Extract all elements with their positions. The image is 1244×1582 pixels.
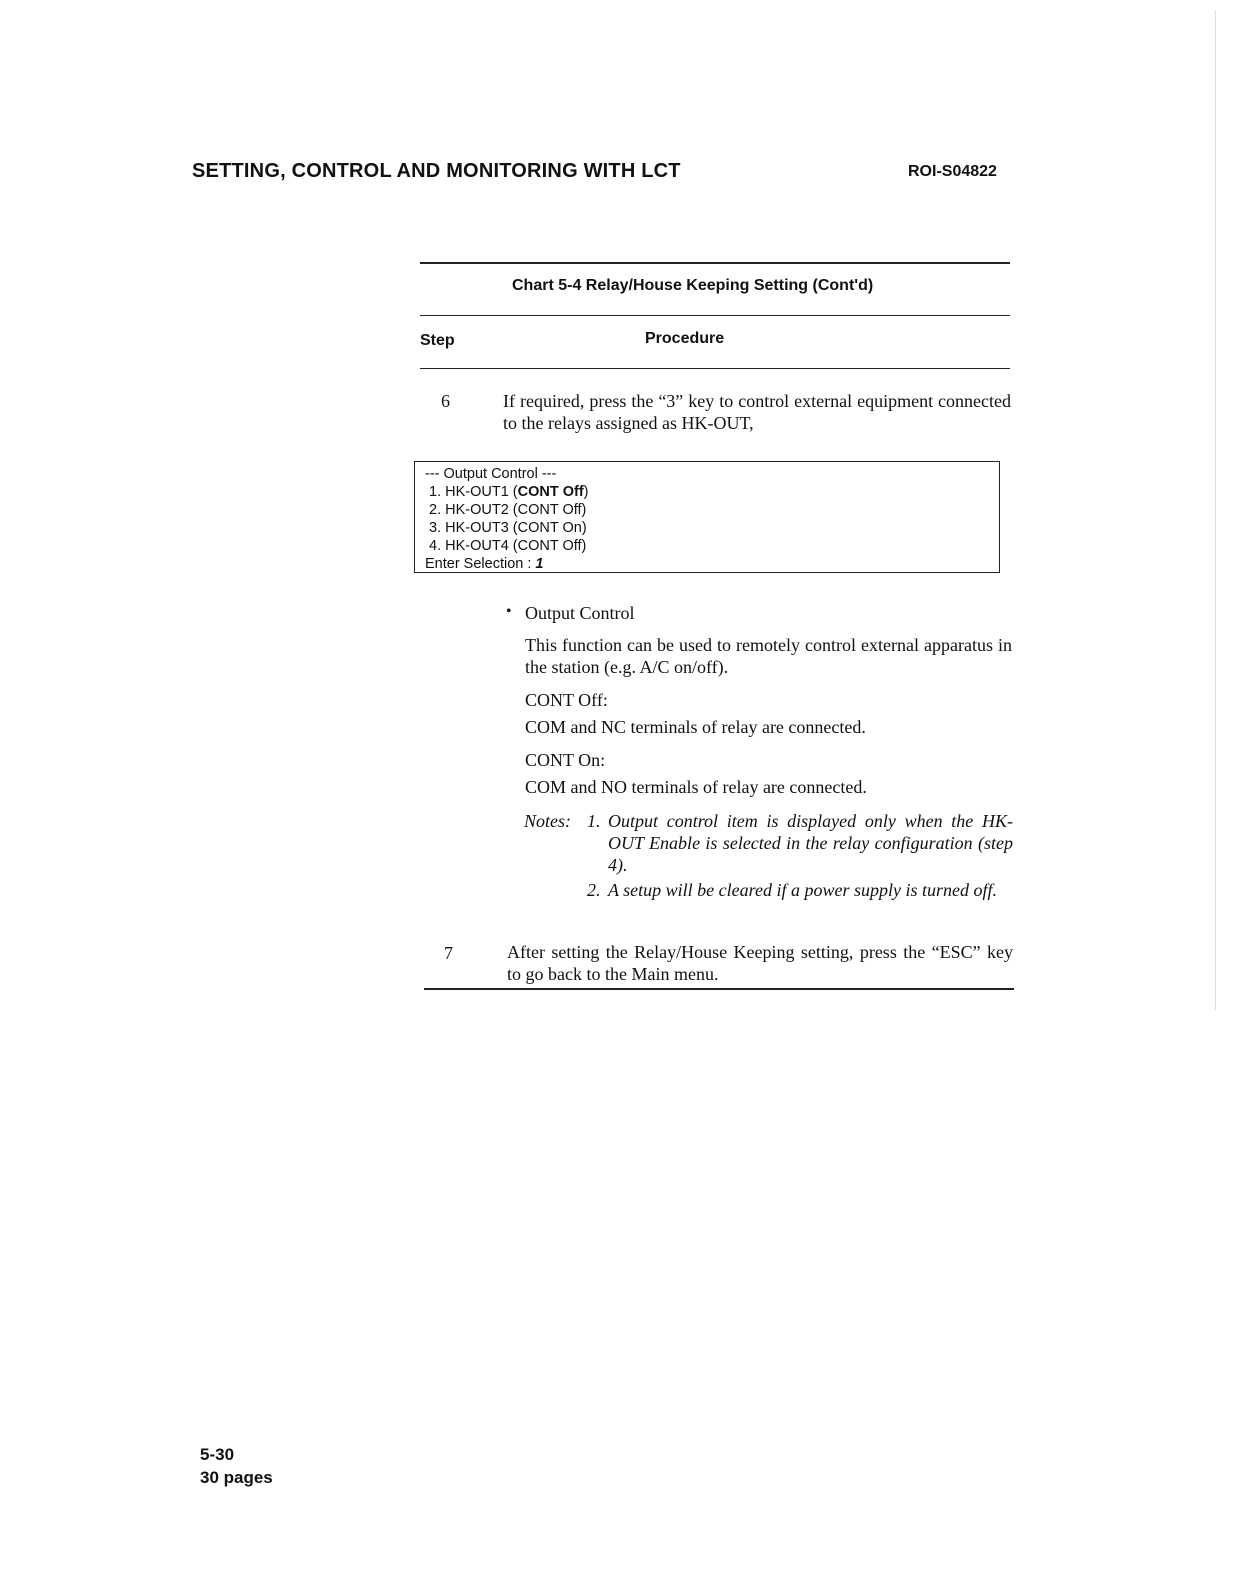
cont-on-description: COM and NO terminals of relay are connected. [525,777,867,797]
step-7-text: After setting the Relay/House Keeping setting, press the “ESC” key to go back to the Main menu. [507,942,1013,984]
cont-on-label: CONT On: [525,750,606,770]
terminal-menu-item[interactable]: 4. HK-OUT4 (CONT Off) [429,538,587,554]
terminal-menu-item[interactable]: 2. HK-OUT2 (CONT Off) [429,502,587,518]
note-number: 2. [587,880,601,900]
scan-edge-mark [1215,10,1216,1010]
output-control-description: This function can be used to remotely control external apparatus in the station (e.g. A/C on/off). [525,635,1012,677]
bullet-icon: • [506,603,512,620]
status-text: CONT On [517,520,582,536]
table-top-rule [420,262,1010,264]
step-number: 6 [441,391,450,411]
column-header-procedure: Procedure [645,330,725,347]
section-header-title: SETTING, CONTROL AND MONITORING WITH LCT [192,160,681,182]
column-header-step: Step [420,332,455,349]
terminal-menu-item[interactable]: 3. HK-OUT3 (CONT On) [429,520,587,536]
note-text: Output control item is displayed only when the HK-OUT Enable is selected in the relay configuration (step 4). [608,811,1013,875]
terminal-menu-item[interactable]: 1. HK-OUT1 (CONT Off) [429,484,589,500]
chart-title: Chart 5-4 Relay/House Keeping Setting (Cont'd) [512,277,874,294]
terminal-heading: --- Output Control --- [425,466,557,482]
output-control-heading: Output Control [525,603,635,623]
prompt-label: Enter Selection : [425,556,536,572]
status-text: CONT Off [517,502,582,518]
table-bottom-rule [424,988,1014,990]
cont-off-label: CONT Off: [525,690,608,710]
document-id: ROI-S04822 [908,163,997,180]
selection-input-value: 1 [535,556,544,572]
table-title-rule [420,315,1010,316]
table-header-rule [420,368,1010,369]
step-number: 7 [444,943,453,963]
note-number: 1. [587,811,601,831]
page-number: 5-30 [200,1445,235,1464]
page-count: 30 pages [200,1468,273,1487]
cont-off-description: COM and NC terminals of relay are connected. [525,717,866,737]
note-text: A setup will be cleared if a power supply is turned off. [608,880,997,900]
notes-label: Notes: [524,811,571,831]
status-text: CONT Off [517,538,582,554]
terminal-screen [414,461,1000,573]
terminal-prompt[interactable] [425,555,999,573]
step-6-text: If required, press the “3” key to control external equipment connected to the relays assigned as HK-OUT, [503,391,1011,433]
status-text: CONT Off [517,484,584,500]
